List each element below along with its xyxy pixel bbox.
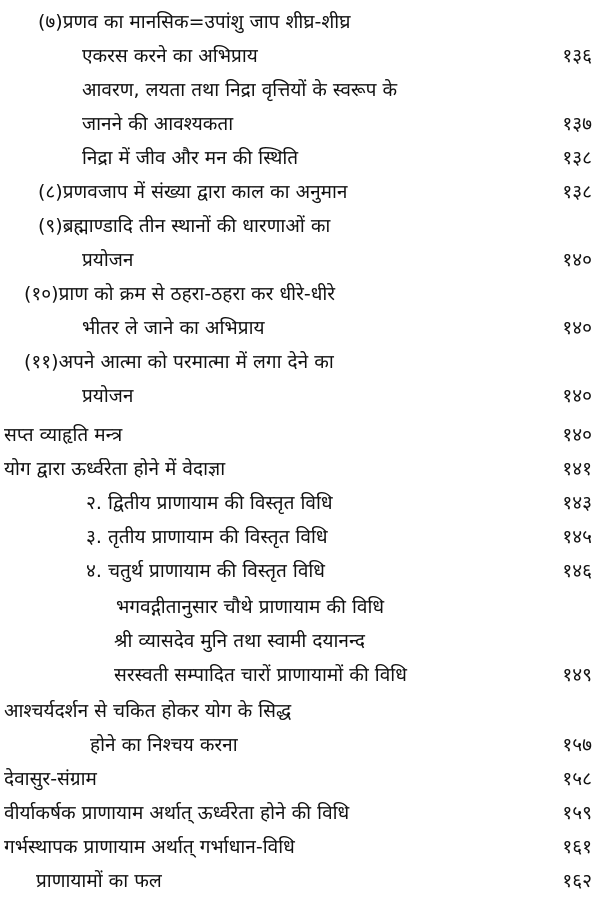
toc-page-number: १५९ [562, 802, 592, 824]
toc-page-number: १४९ [562, 664, 592, 686]
toc-entry-text: वीर्याकर्षक प्राणायाम अर्थात् ऊर्ध्वरेता होने की विधि [4, 802, 350, 824]
toc-entry-text: देवासुर-संग्राम [4, 768, 97, 790]
toc-line [0, 728, 600, 762]
toc-line [0, 830, 600, 864]
toc-line [0, 73, 600, 107]
toc-page-number: १६१ [562, 836, 592, 858]
toc-line [0, 209, 600, 243]
toc-entry-text: एकरस करने का अभिप्राय [82, 45, 258, 67]
toc-entry-text: सरस्वती सम्पादित चारों प्राणायामों की विधि [114, 664, 407, 686]
toc-page-number: १४० [562, 424, 592, 446]
toc-entry-text: प्रयोजन [82, 385, 134, 407]
toc-line [0, 694, 600, 728]
toc-entry-text: प्रयोजन [82, 249, 134, 271]
toc-entry-text: होने का निश्चय करना [90, 734, 238, 756]
toc-line [0, 486, 600, 520]
toc-line [0, 345, 600, 379]
toc-line [0, 379, 600, 413]
toc-line [0, 554, 600, 588]
toc-page-number: १५७ [562, 734, 592, 756]
toc-page-number: १५८ [562, 768, 592, 790]
toc-line [0, 39, 600, 73]
toc-entry-text: निद्रा में जीव और मन की स्थिति [82, 147, 299, 169]
toc-line [0, 311, 600, 345]
toc-line [0, 658, 600, 692]
toc-line [0, 762, 600, 796]
toc-page-number: १४६ [562, 560, 592, 582]
toc-line [0, 796, 600, 830]
toc-line [0, 277, 600, 311]
toc-entry-text: (११)अपने आत्मा को परमात्मा में लगा देने का [24, 351, 334, 373]
toc-page-number: १३६ [562, 45, 592, 67]
toc-line [0, 243, 600, 277]
toc-entry-text: (७)प्रणव का मानसिक=उपांशु जाप शीघ्र-शीघ्र [38, 11, 351, 33]
toc-entry-text: प्राणायामों का फल [36, 870, 162, 892]
toc-page-number: १४० [562, 249, 592, 271]
toc-entry-text: आवरण, लयता तथा निद्रा वृत्तियों के स्वरूप के [82, 79, 398, 101]
toc-entry-text: (१०)प्राण को क्रम से ठहरा-ठहरा कर धीरे-धीरे [24, 283, 336, 305]
toc-line [0, 520, 600, 554]
toc-entry-text: सप्त व्याहृति मन्त्र [4, 424, 123, 446]
toc-line [0, 418, 600, 452]
toc-line [0, 452, 600, 486]
toc-line [0, 5, 600, 39]
toc-line [0, 107, 600, 141]
toc-line [0, 864, 600, 898]
toc-line [0, 175, 600, 209]
toc-page-number: १४१ [562, 458, 592, 480]
toc-entry-text: जानने की आवश्यकता [82, 113, 234, 135]
toc-entry-text: गर्भस्थापक प्राणायाम अर्थात् गर्भाधान-विधि [4, 836, 295, 858]
toc-page-number: १३८ [562, 181, 592, 203]
toc-line [0, 624, 600, 658]
toc-page-number: १४० [562, 317, 592, 339]
toc-entry-text: ४. चतुर्थ प्राणायाम की विस्तृत विधि [86, 560, 325, 582]
toc-page-number: १४० [562, 385, 592, 407]
toc-entry-text: आश्चर्यदर्शन से चकित होकर योग के सिद्ध [4, 700, 292, 722]
toc-line [0, 590, 600, 624]
toc-entry-text: (८)प्रणवजाप में संख्या द्वारा काल का अनुमान [38, 181, 348, 203]
toc-page-number: १३८ [562, 147, 592, 169]
toc-page-number: १६२ [562, 870, 592, 892]
toc-entry-text: योग द्वारा ऊर्ध्वरेता होने में वेदाज्ञा [4, 458, 226, 480]
toc-entry-text: भगवद्गीतानुसार चौथे प्राणायाम की विधि [116, 596, 385, 618]
toc-entry-text: श्री व्यासदेव मुनि तथा स्वामी दयानन्द [114, 630, 365, 652]
toc-page-number: १४५ [562, 526, 592, 548]
toc-line [0, 141, 600, 175]
toc-page-number: १४३ [562, 492, 592, 514]
toc-entry-text: (९)ब्रह्माण्डादि तीन स्थानों की धारणाओं का [38, 215, 331, 237]
toc-entry-text: ३. तृतीय प्राणायाम की विस्तृत विधि [86, 526, 328, 548]
toc-page-number: १३७ [562, 113, 592, 135]
toc-entry-text: भीतर ले जाने का अभिप्राय [82, 317, 265, 339]
toc-entry-text: २. द्वितीय प्राणायाम की विस्तृत विधि [86, 492, 333, 514]
